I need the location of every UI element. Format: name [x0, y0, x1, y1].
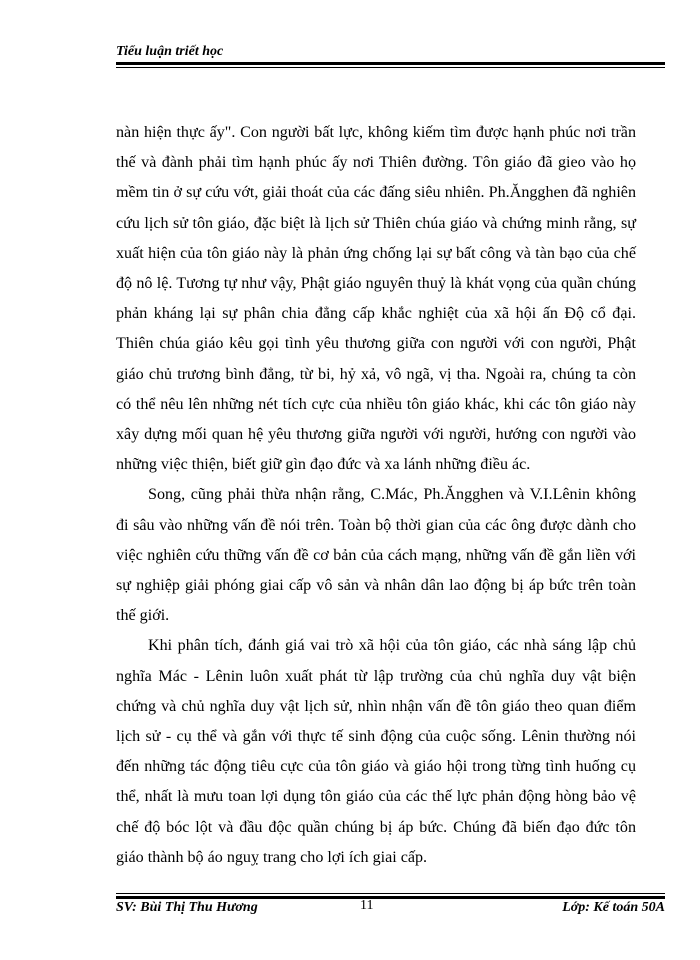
footer-student-name: SV: Bùi Thị Thu Hương: [116, 900, 258, 915]
header-rule-thin: [116, 67, 665, 68]
paragraph-3: Khi phân tích, đánh giá vai trò xã hội của tôn giáo, các nhà sáng lập chủ nghĩa Mác - Lênin luôn xuất phát từ lập trường của chủ nghĩa duy vật biện chứng và chủ nghĩa duy vật lịch sử, nhìn nhận vấn đề tôn giáo theo quan điểm lịch sử - cụ thể và gắn với thực tế sinh động của cuộc sống. Lênin thường nói đến những tác động tiêu cực của tôn giáo và giáo hội trong từng tình huống cụ thể, nhất là mưu toan lợi dụng tôn giáo của các thế lực phản động hòng bảo vệ chế độ bóc lột và đầu độc quần chúng bị áp bức. Chúng đã biến đạo đức tôn giáo thành bộ áo nguỵ trang cho lợi ích giai cấp.: [116, 637, 636, 866]
document-body: [116, 118, 636, 873]
footer-rule-thin: [116, 893, 665, 894]
paragraph-2: Song, cũng phải thừa nhận rằng, C.Mác, Ph.Ăngghen và V.I.Lênin không đi sâu vào những vấn đề nói trên. Toàn bộ thời gian của các ông được dành cho việc nghiên cứu thững vấn đề cơ bản của cách mạng, những vấn đề gắn liền với sự nghiệp giải phóng giai cấp vô sản và nhân dân lao động bị áp bức trên toàn thế giới.: [116, 486, 636, 625]
page-number: 11: [360, 898, 374, 913]
footer-class-name: Lớp: Kế toán 50A: [562, 900, 665, 915]
paragraph-1: nàn hiện thực ấy". Con người bất lực, không kiếm tìm được hạnh phúc nơi trần thế và đành phải tìm hạnh phúc ấy nơi Thiên đường. Tôn giáo đã gieo vào họ mềm tin ở sự cứu vớt, giải thoát của các đấng siêu nhiên. Ph.Ăngghen đã nghiên cứu lịch sử tôn giáo, đặc biệt là lịch sử Thiên chúa giáo và chứng minh rằng, sự xuất hiện của tôn giáo này là phản ứng chống lại sự bất công và tàn bạo của chế độ nô lệ. Tương tự như vậy, Phật giáo nguyên thuỷ là khát vọng của quần chúng phản kháng lại sự phân chia đẳng cấp khắc nghiệt của xã hội ấn Độ cổ đại. Thiên chúa giáo kêu gọi tình yêu thương giữa con người với con người, Phật giáo chủ trương bình đẳng, từ bi, hỷ xả, vô ngã, vị tha. Ngoài ra, chúng ta còn có thể nêu lên những nét tích cực của nhiều tôn giáo khác, khi các tôn giáo này xây dựng mối quan hệ yêu thương giữa người với người, hướng con người vào những việc thiện, biết giữ gìn đạo đức và xa lánh những điều ác.: [116, 124, 636, 474]
header-rule-thick: [116, 62, 665, 65]
footer-rule-thick: [116, 896, 665, 899]
header-title: Tiểu luận triết học: [116, 44, 224, 59]
